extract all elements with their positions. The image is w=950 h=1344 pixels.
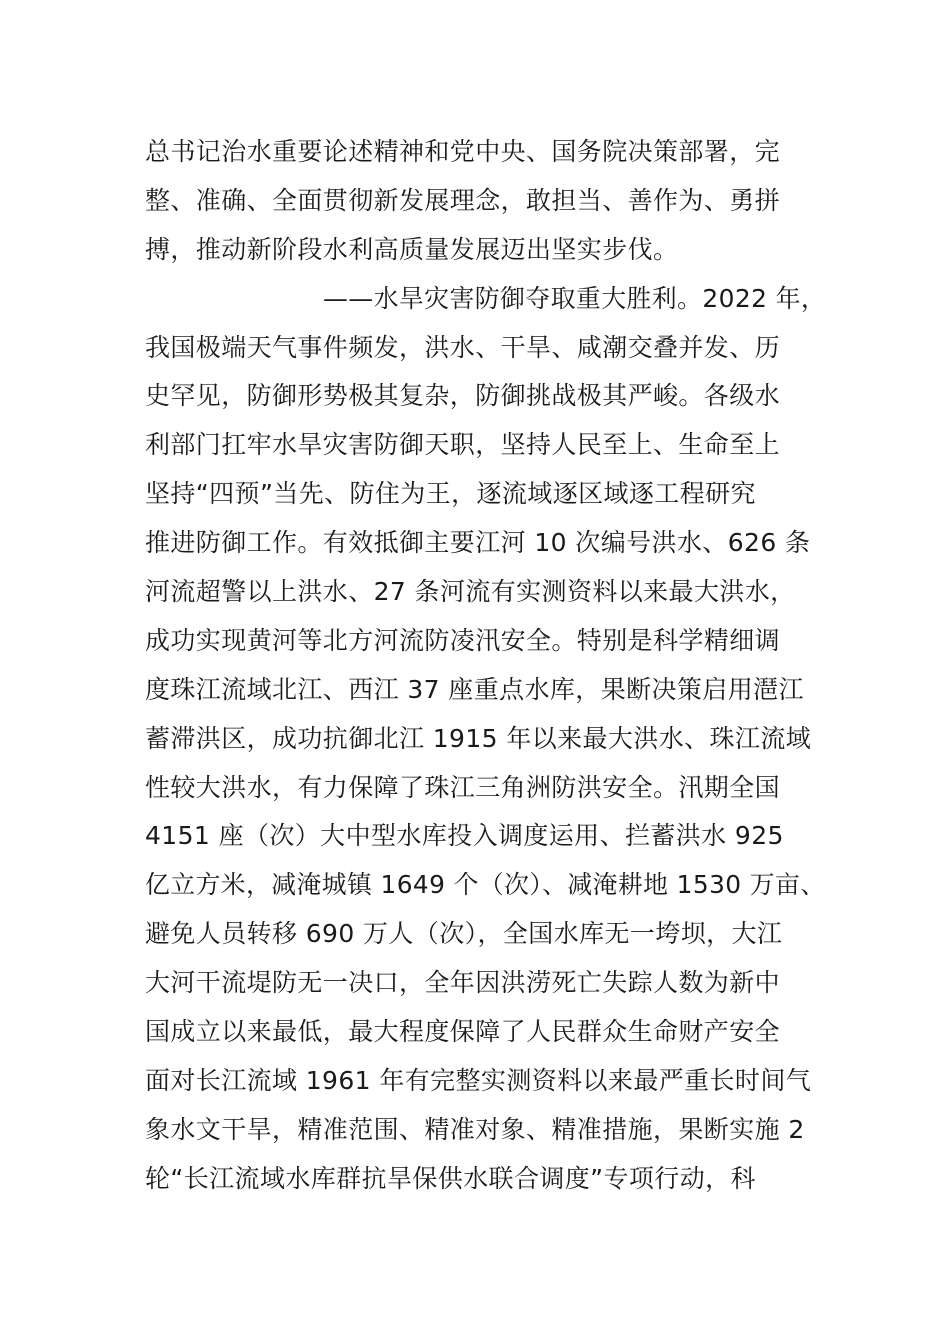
text-line: 整、准确、全面贯彻新发展理念，敢担当、善作为、勇拼 xyxy=(145,185,781,215)
document-body xyxy=(145,128,825,1204)
text-line: 面对长江流域 1961 年有完整实测资料以来最严重长时间气 xyxy=(145,1065,812,1095)
text-line: 4151 座（次）大中型水库投入调度运用、拦蓄洪水 925 xyxy=(145,821,784,851)
text-line: 度珠江流域北江、西江 37 座重点水库，果断决策启用潖江 xyxy=(145,674,804,704)
section-heading-line: ——水旱灾害防御夺取重大胜利。2022 年， xyxy=(323,283,827,313)
text-line: 史罕见，防御形势极其复杂，防御挑战极其严峻。各级水 xyxy=(145,381,781,411)
text-line: 蓄滞洪区，成功抗御北江 1915 年以来最大洪水、珠江流域 xyxy=(145,723,812,753)
text-line: 国成立以来最低，最大程度保障了人民群众生命财产安全 xyxy=(145,1017,781,1047)
text-line: 轮“长江流域水库群抗旱保供水联合调度”专项行动，科 xyxy=(145,1163,756,1193)
text-line: 总书记治水重要论述精神和党中央、国务院决策部署，完 xyxy=(145,137,781,166)
text-line: 河流超警以上洪水、27 条河流有实测资料以来最大洪水， xyxy=(145,577,796,607)
text-line: 推进防御工作。有效抵御主要江河 10 次编号洪水、626 条 xyxy=(145,528,811,558)
text-line: 亿立方米，减淹城镇 1649 个（次）、减淹耕地 1530 万亩、 xyxy=(145,870,826,900)
text-line: 成功实现黄河等北方河流防凌汛安全。特别是科学精细调 xyxy=(145,625,781,655)
text-line: 象水文干旱，精准范围、精准对象、精准措施，果断实施 2 xyxy=(145,1114,805,1144)
text-line: 性较大洪水，有力保障了珠江三角洲防洪安全。汛期全国 xyxy=(145,772,781,802)
text-line: 我国极端天气事件频发，洪水、干旱、咸潮交叠并发、历 xyxy=(145,332,781,362)
text-line: 坚持“四预”当先、防住为王，逐流域逐区域逐工程研究 xyxy=(145,479,756,509)
text-line: 避免人员转移 690 万人（次），全国水库无一垮坝，大江 xyxy=(145,919,783,949)
text-line: 搏，推动新阶段水利高质量发展迈出坚实步伐。 xyxy=(145,234,679,264)
text-line: 利部门扛牢水旱灾害防御天职，坚持人民至上、生命至上 xyxy=(145,430,781,460)
text-line: 大河干流堤防无一决口，全年因洪涝死亡失踪人数为新中 xyxy=(145,968,781,998)
